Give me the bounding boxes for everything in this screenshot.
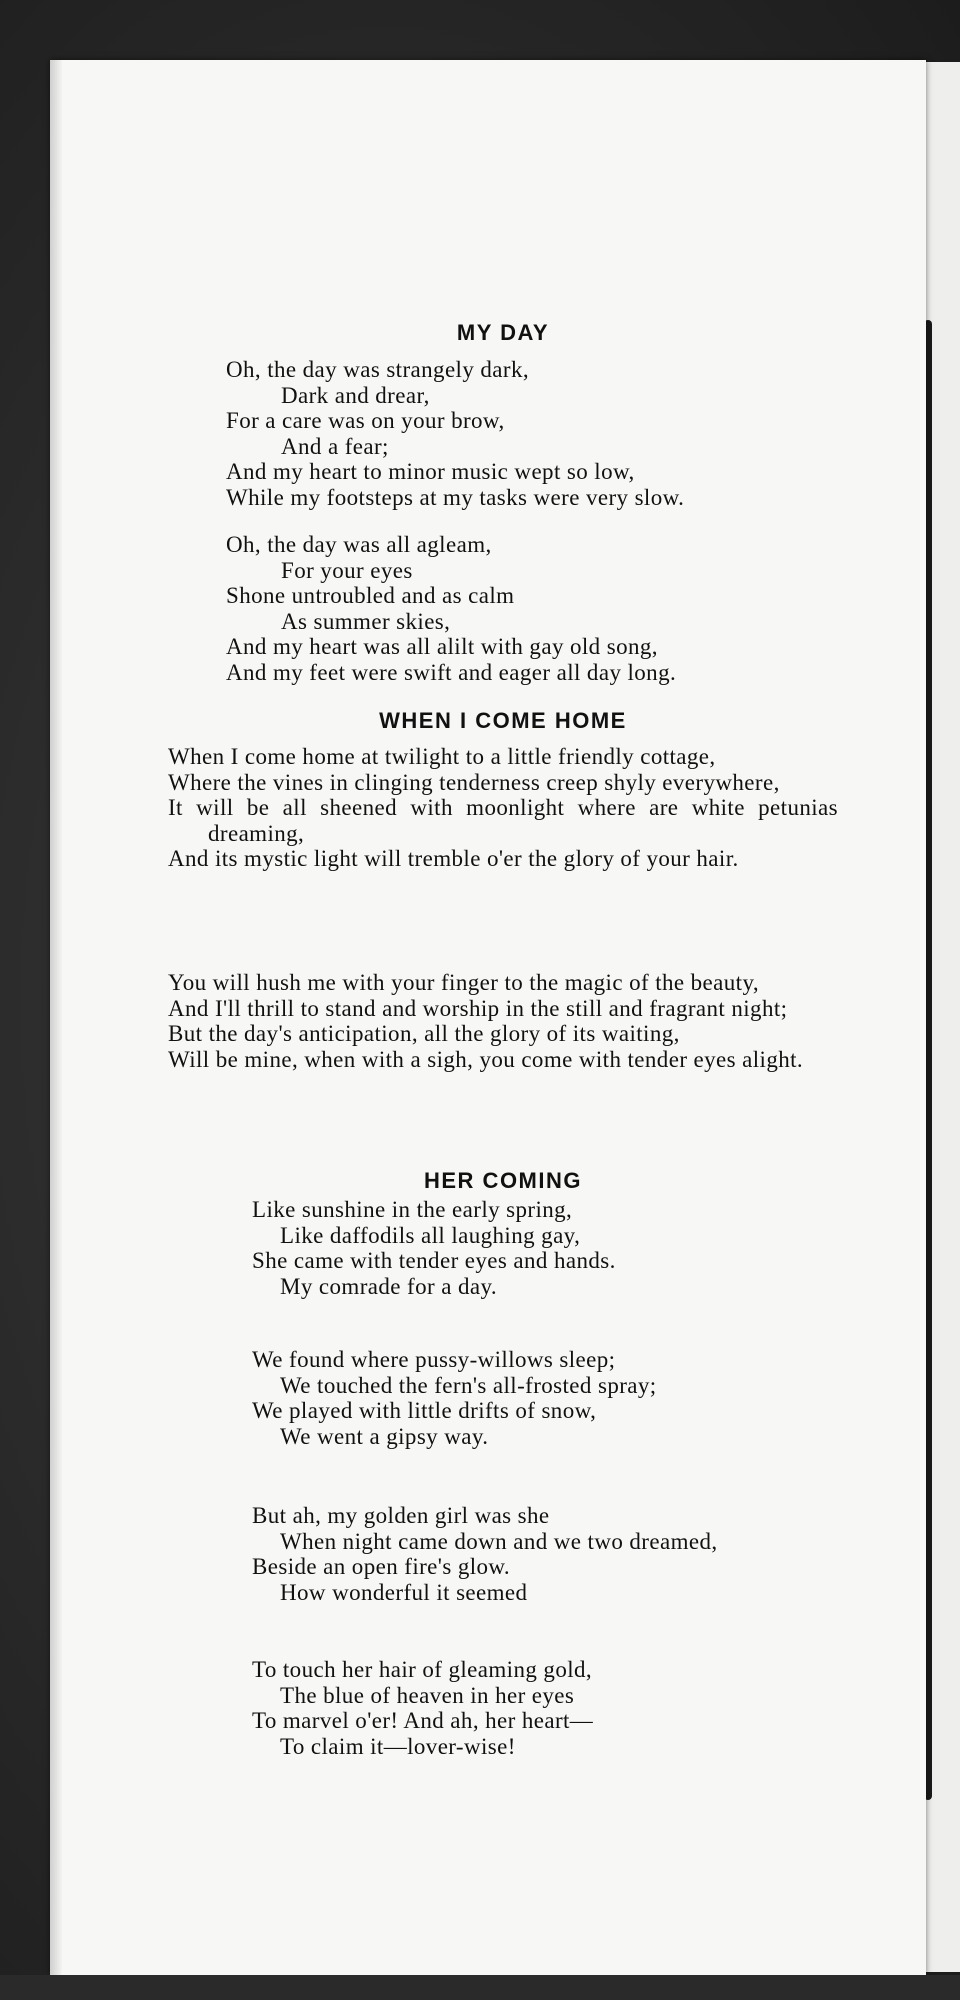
verse-line: To touch her hair of gleaming gold,: [252, 1657, 593, 1682]
verse-line: And its mystic light will tremble o'er the glory of your hair.: [168, 846, 739, 871]
verse-line: And my feet were swift and eager all day long.: [226, 659, 677, 685]
verse-line: To marvel o'er! And ah, her heart—: [252, 1708, 594, 1733]
verse-line: We played with little drifts of snow,: [252, 1398, 597, 1423]
stanza: [168, 744, 838, 872]
verse-line: And a fear;: [281, 433, 389, 459]
verse-line: As summer skies,: [281, 608, 451, 634]
verse-line: Like sunshine in the early spring,: [252, 1197, 573, 1222]
verse-line: We went a gipsy way.: [280, 1423, 489, 1449]
verse-line: Where the vines in clinging tenderness creep shyly everywhere,: [168, 769, 780, 795]
scan-bottom-edge: [0, 1975, 960, 2000]
verse-line: While my footsteps at my tasks were very slow.: [226, 484, 685, 510]
verse-line: You will hush me with your finger to the magic of the beauty,: [168, 970, 760, 995]
verse-line: Dark and drear,: [281, 382, 430, 408]
stanza: [226, 357, 684, 510]
stanza: [252, 1197, 616, 1299]
verse-line: It will be all sheened with moonlight where are white petunias dreaming,: [168, 795, 838, 846]
verse-line: My comrade for a day.: [280, 1273, 498, 1299]
verse-line: How wonderful it seemed: [280, 1579, 528, 1605]
stanza: [252, 1503, 718, 1605]
stanza: [252, 1657, 593, 1759]
poem-title-when-i-come-home: WHEN I COME HOME: [379, 708, 627, 733]
verse-line: For a care was on your brow,: [226, 408, 505, 433]
page-left-edge: [50, 60, 62, 1975]
poem-title-my-day: MY DAY: [456, 320, 550, 345]
verse-line: Beside an open fire's glow.: [252, 1554, 511, 1579]
verse-line: But the day's anticipation, all the glory of its waiting,: [168, 1021, 680, 1046]
stanza: [226, 532, 676, 685]
stanza: [252, 1347, 657, 1449]
verse-line: The blue of heaven in her eyes: [280, 1682, 575, 1708]
poem-title-her-coming: HER COMING: [424, 1168, 582, 1193]
verse-line: And my heart was all alilt with gay old song,: [226, 634, 658, 659]
verse-line: When night came down and we two dreamed,: [280, 1528, 718, 1554]
verse-line: Will be mine, when with a sigh, you come with tender eyes alight.: [168, 1046, 804, 1072]
verse-line: She came with tender eyes and hands.: [252, 1248, 616, 1273]
verse-line: We found where pussy-willows sleep;: [252, 1347, 616, 1372]
verse-line: But ah, my golden girl was she: [252, 1503, 550, 1528]
stanza: [168, 970, 838, 1072]
verse-line: Shone untroubled and as calm: [226, 583, 515, 608]
verse-line: And my heart to minor music wept so low,: [226, 459, 635, 484]
verse-line: When I come home at twilight to a little friendly cottage,: [168, 744, 716, 769]
verse-line: Oh, the day was all agleam,: [226, 532, 492, 557]
verse-line: We touched the fern's all-frosted spray;: [280, 1372, 657, 1398]
verse-line: For your eyes: [281, 557, 413, 583]
verse-line: Oh, the day was strangely dark,: [226, 357, 530, 382]
verse-line: And I'll thrill to stand and worship in the still and fragrant night;: [168, 995, 788, 1021]
verse-line: Like daffodils all laughing gay,: [280, 1222, 581, 1248]
verse-line: To claim it—lover-wise!: [280, 1733, 516, 1759]
